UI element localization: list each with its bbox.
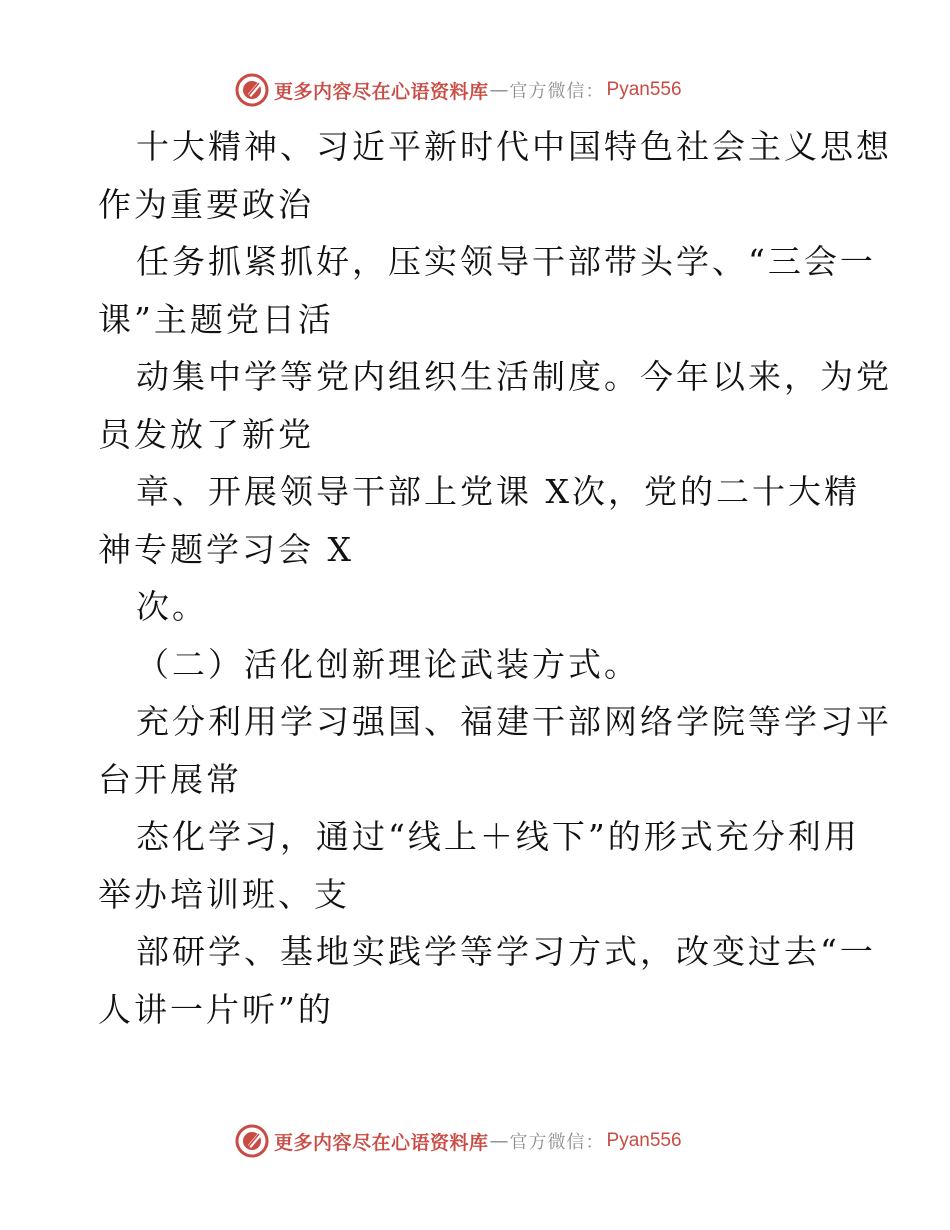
footer-banner bbox=[234, 1122, 682, 1160]
header-banner-label: 官方微信： bbox=[509, 81, 605, 102]
paragraph-line: 动集中学等党内组织生活制度。今年以来，为党 bbox=[136, 357, 892, 396]
header-banner-title: 更多内容尽在心语资料库 bbox=[274, 80, 489, 103]
paragraph-line: 部研学、基地实践学等学习方式，改变过去“一 bbox=[136, 932, 876, 971]
paragraph-line: （二）活化创新理论武装方式。 bbox=[136, 644, 640, 684]
paragraph-line: 态化学习，通过“线上＋线下”的形式充分利用 bbox=[136, 817, 860, 856]
paragraph-line: 员发放了新党 bbox=[98, 414, 314, 454]
header-banner bbox=[234, 71, 682, 109]
footer-banner-label: 官方微信： bbox=[509, 1132, 605, 1153]
footer-banner-title: 更多内容尽在心语资料库 bbox=[274, 1131, 489, 1154]
paragraph-line: 举办培训班、支 bbox=[98, 874, 350, 914]
paragraph-line: 课”主题党日活 bbox=[98, 299, 334, 339]
paragraph-line: 充分利用学习强国、福建干部网络学院等学习平 bbox=[136, 702, 892, 741]
footer-banner-dash: — bbox=[489, 1130, 509, 1152]
paragraph-line: 任务抓紧抓好，压实领导干部带头学、“三会一 bbox=[136, 242, 876, 281]
footer-banner-wechat-id: Pyan556 bbox=[606, 1130, 682, 1151]
paragraph-line: 作为重要政治 bbox=[98, 184, 314, 224]
header-banner-dash: — bbox=[489, 79, 509, 101]
paragraph-line: 十大精神、习近平新时代中国特色社会主义思想 bbox=[136, 127, 892, 166]
paragraph-line: 神专题学习会 X bbox=[98, 529, 354, 569]
paragraph-line: 次。 bbox=[136, 587, 208, 626]
pen-logo-icon bbox=[234, 1123, 270, 1159]
pen-logo-icon bbox=[234, 72, 270, 108]
paragraph-line: 台开展常 bbox=[98, 759, 242, 799]
document-body bbox=[98, 118, 892, 1038]
paragraph-line: 人讲一片听”的 bbox=[98, 989, 334, 1029]
paragraph-line: 章、开展领导干部上党课 X次，党的二十大精 bbox=[136, 472, 860, 511]
header-banner-wechat-id: Pyan556 bbox=[606, 79, 682, 100]
